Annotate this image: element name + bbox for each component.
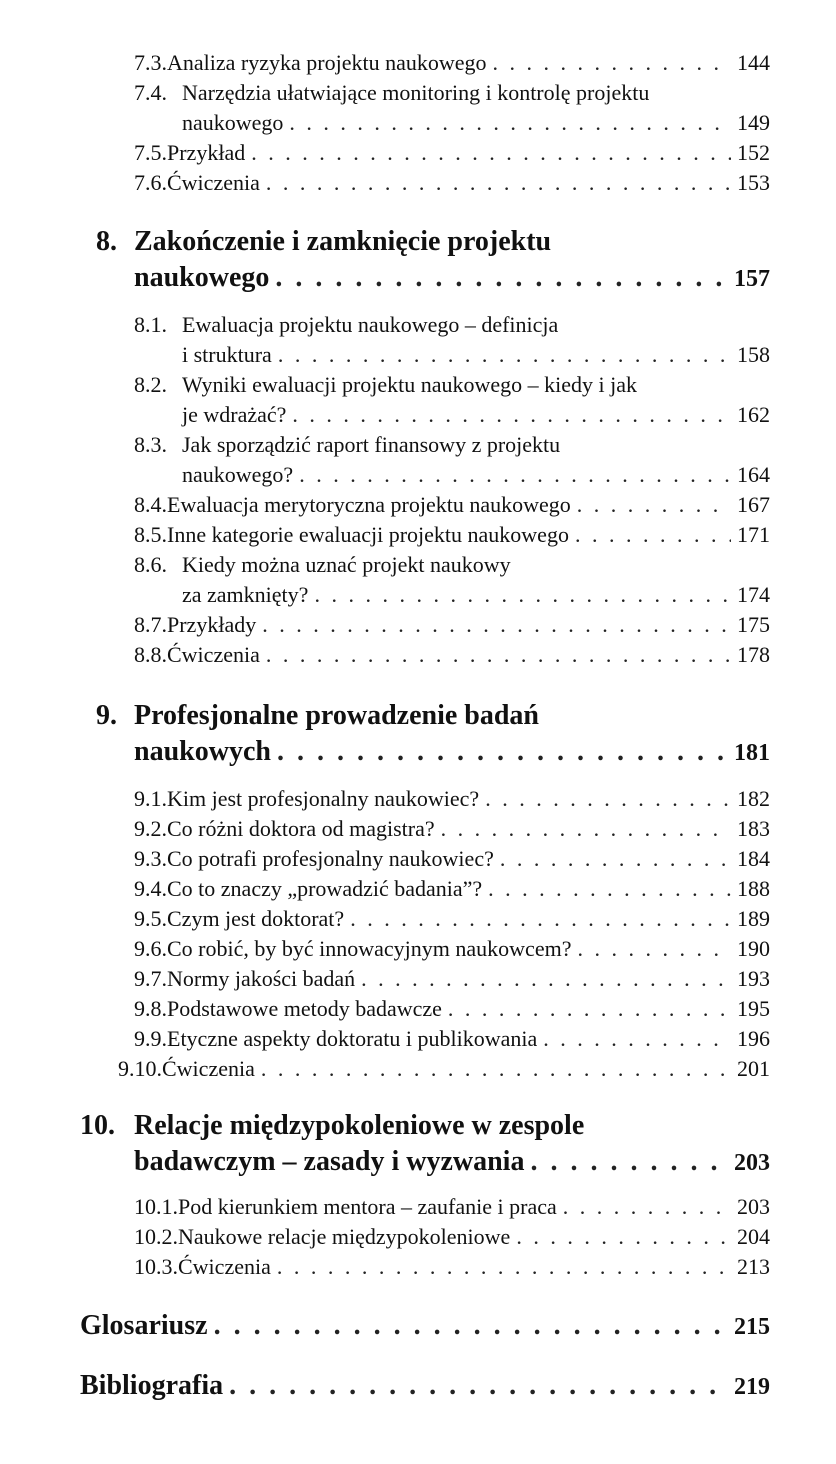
toc-chapter-line[interactable] <box>96 700 539 732</box>
page-number: 204 <box>737 1224 770 1249</box>
section-number: 9.9. <box>134 1026 167 1051</box>
page-number: 171 <box>737 522 770 547</box>
section-title: Normy jakości badań <box>167 966 356 991</box>
toc-entry[interactable] <box>182 110 770 136</box>
page-number: 203 <box>737 1194 770 1219</box>
section-number: 7.4. <box>134 80 167 105</box>
chapter-title: Profesjonalne prowadzenie badań <box>134 700 539 731</box>
section-title: Ćwiczenia <box>178 1254 271 1279</box>
dot-leader <box>277 1254 731 1280</box>
chapter-title: Zakończenie i zamknięcie projektu <box>134 226 552 257</box>
dot-leader <box>575 522 731 548</box>
dot-leader <box>278 342 731 368</box>
toc-entry[interactable] <box>182 402 770 428</box>
toc-entry[interactable] <box>134 642 770 668</box>
toc-entry[interactable] <box>134 1194 770 1220</box>
section-title: Etyczne aspekty doktoratu i publikowania <box>167 1026 538 1051</box>
section-number: 8.3. <box>134 432 167 457</box>
section-number: 9.4. <box>134 876 167 901</box>
page-number: 175 <box>737 612 770 637</box>
dot-leader <box>314 582 731 608</box>
section-title: Pod kierunkiem mentora – zaufanie i praca <box>178 1194 557 1219</box>
toc-entry[interactable] <box>134 846 770 872</box>
dot-leader <box>543 1026 731 1052</box>
page-number: 149 <box>737 110 770 135</box>
toc-entry[interactable] <box>134 522 770 548</box>
toc-entry[interactable] <box>118 1056 770 1082</box>
section-title: i struktura <box>182 342 272 367</box>
dot-leader <box>289 110 731 136</box>
dot-leader <box>516 1224 731 1250</box>
dot-leader <box>488 876 731 902</box>
section-number: 8.2. <box>134 372 167 397</box>
page-number: 215 <box>734 1314 770 1340</box>
toc-chapter-line[interactable] <box>96 226 551 258</box>
section-number: 8.4. <box>134 492 167 517</box>
section-number: 8.6. <box>134 552 167 577</box>
page-number: 195 <box>737 996 770 1021</box>
section-title: Czym jest doktorat? <box>167 906 345 931</box>
page-number: 196 <box>737 1026 770 1051</box>
page-number: 201 <box>737 1056 770 1081</box>
dot-leader <box>261 1056 731 1082</box>
chapter-title: naukowego <box>134 262 270 293</box>
section-number: 8.7. <box>134 612 167 637</box>
section-title: Analiza ryzyka projektu naukowego <box>167 50 487 75</box>
page-number: 219 <box>734 1374 770 1400</box>
page-number: 189 <box>737 906 770 931</box>
chapter-number: 10. <box>80 1110 115 1141</box>
chapter-title: Glosariusz <box>80 1310 208 1341</box>
section-number: 8.1. <box>134 312 167 337</box>
section-number: 9.7. <box>134 966 167 991</box>
toc-entry[interactable] <box>134 996 770 1022</box>
section-number: 9.3. <box>134 846 167 871</box>
toc-entry[interactable] <box>182 342 770 368</box>
dot-leader <box>262 612 731 638</box>
toc-entry[interactable] <box>134 1254 770 1280</box>
toc-entry[interactable] <box>134 786 770 812</box>
toc-entry[interactable] <box>182 462 770 488</box>
toc-chapter-line[interactable] <box>134 736 770 768</box>
toc-entry[interactable] <box>134 432 560 458</box>
section-title: Co potrafi profesjonalny naukowiec? <box>167 846 494 871</box>
toc-entry[interactable] <box>182 582 770 608</box>
dot-leader <box>493 50 732 76</box>
chapter-number: 9. <box>96 700 117 731</box>
dot-leader <box>361 966 731 992</box>
chapter-title: badawczym – zasady i wyzwania <box>134 1146 525 1177</box>
section-title: Przykłady <box>167 612 257 637</box>
section-title: Naukowe relacje międzypokoleniowe <box>178 1224 511 1249</box>
page-number: 158 <box>737 342 770 367</box>
section-title: naukowego <box>182 110 284 135</box>
section-title: Co różni doktora od magistra? <box>167 816 435 841</box>
page-number: 182 <box>737 786 770 811</box>
section-title: Inne kategorie ewaluacji projektu naukowego <box>167 522 569 547</box>
dot-leader <box>229 1370 728 1402</box>
page-number: 162 <box>737 402 770 427</box>
section-title: je wdrażać? <box>182 402 287 427</box>
page-number: 167 <box>737 492 770 517</box>
section-title: Ćwiczenia <box>162 1056 255 1081</box>
page-number: 181 <box>734 740 770 766</box>
page-number: 178 <box>737 642 770 667</box>
toc-entry[interactable] <box>134 1224 770 1250</box>
section-number: 9.1. <box>134 786 167 811</box>
page-number: 164 <box>737 462 770 487</box>
dot-leader <box>251 140 731 166</box>
toc-entry[interactable] <box>134 492 770 518</box>
page-number: 183 <box>737 816 770 841</box>
section-number: 7.6. <box>134 170 167 195</box>
section-title: Co robić, by być innowacyjnym naukowcem? <box>167 936 572 961</box>
page-number: 153 <box>737 170 770 195</box>
dot-leader <box>530 1146 728 1178</box>
toc-entry[interactable] <box>134 80 649 106</box>
section-number: 9.10. <box>118 1056 162 1081</box>
toc-entry[interactable] <box>134 312 558 338</box>
dot-leader <box>563 1194 731 1220</box>
section-title: Przykład <box>167 140 246 165</box>
section-title: Ewaluacja merytoryczna projektu naukowego <box>167 492 571 517</box>
toc-entry[interactable] <box>134 50 770 76</box>
section-number: 9.5. <box>134 906 167 931</box>
section-number: 9.2. <box>134 816 167 841</box>
dot-leader <box>266 642 731 668</box>
section-title: Podstawowe metody badawcze <box>167 996 442 1021</box>
dot-leader <box>299 462 731 488</box>
section-number: 8.8. <box>134 642 167 667</box>
toc-entry[interactable] <box>134 1026 770 1052</box>
page-number: 193 <box>737 966 770 991</box>
toc-chapter-line[interactable] <box>80 1370 770 1402</box>
section-number: 7.3. <box>134 50 167 75</box>
page-number: 184 <box>737 846 770 871</box>
section-title: Kiedy można uznać projekt naukowy <box>182 552 511 577</box>
section-number: 10.1. <box>134 1194 178 1219</box>
page-number: 190 <box>737 936 770 961</box>
section-title: naukowego? <box>182 462 294 487</box>
dot-leader <box>277 736 728 768</box>
section-title: Ćwiczenia <box>167 170 260 195</box>
dot-leader <box>266 170 731 196</box>
section-number: 10.3. <box>134 1254 178 1279</box>
toc-entry[interactable] <box>134 552 511 578</box>
page-number: 144 <box>737 50 770 75</box>
section-title: Ćwiczenia <box>167 642 260 667</box>
section-title: Narzędzia ułatwiające monitoring i kontrolę projektu <box>182 80 650 105</box>
section-number: 8.5. <box>134 522 167 547</box>
dot-leader <box>500 846 731 872</box>
page-number: 152 <box>737 140 770 165</box>
toc-entry[interactable] <box>134 140 770 166</box>
toc-entry[interactable] <box>134 906 770 932</box>
page-number: 174 <box>737 582 770 607</box>
section-title: za zamknięty? <box>182 582 309 607</box>
dot-leader <box>214 1310 728 1342</box>
toc-entry[interactable] <box>134 816 770 842</box>
section-title: Kim jest profesjonalny naukowiec? <box>167 786 480 811</box>
toc-chapter-line[interactable] <box>134 262 770 294</box>
toc-chapter-line[interactable] <box>80 1110 584 1142</box>
dot-leader <box>441 816 731 842</box>
dot-leader <box>448 996 731 1022</box>
toc-entry[interactable] <box>134 876 770 902</box>
toc-chapter-line[interactable] <box>80 1310 770 1342</box>
section-title: Jak sporządzić raport finansowy z projektu <box>182 432 561 457</box>
dot-leader <box>577 936 731 962</box>
dot-leader <box>577 492 731 518</box>
page-number: 213 <box>737 1254 770 1279</box>
section-number: 10.2. <box>134 1224 178 1249</box>
section-number: 9.8. <box>134 996 167 1021</box>
toc-chapter-line[interactable] <box>134 1146 770 1178</box>
dot-leader <box>275 262 728 294</box>
toc-entry[interactable] <box>134 612 770 638</box>
chapter-title: naukowych <box>134 736 271 767</box>
chapter-title: Bibliografia <box>80 1370 224 1401</box>
toc-entry[interactable] <box>134 372 637 398</box>
section-title: Co to znaczy „prowadzić badania”? <box>167 876 483 901</box>
toc-entry[interactable] <box>134 936 770 962</box>
section-number: 7.5. <box>134 140 167 165</box>
page-number: 203 <box>734 1150 770 1176</box>
toc-entry[interactable] <box>134 966 770 992</box>
page-number: 188 <box>737 876 770 901</box>
section-title: Wyniki ewaluacji projektu naukowego – kiedy i jak <box>182 372 638 397</box>
dot-leader <box>350 906 731 932</box>
section-title: Ewaluacja projektu naukowego – definicja <box>182 312 559 337</box>
dot-leader <box>485 786 731 812</box>
dot-leader <box>292 402 731 428</box>
chapter-number: 8. <box>96 226 117 257</box>
page-number: 157 <box>734 266 770 292</box>
toc-entry[interactable] <box>134 170 770 196</box>
chapter-title: Relacje międzypokoleniowe w zespole <box>134 1110 585 1141</box>
section-number: 9.6. <box>134 936 167 961</box>
